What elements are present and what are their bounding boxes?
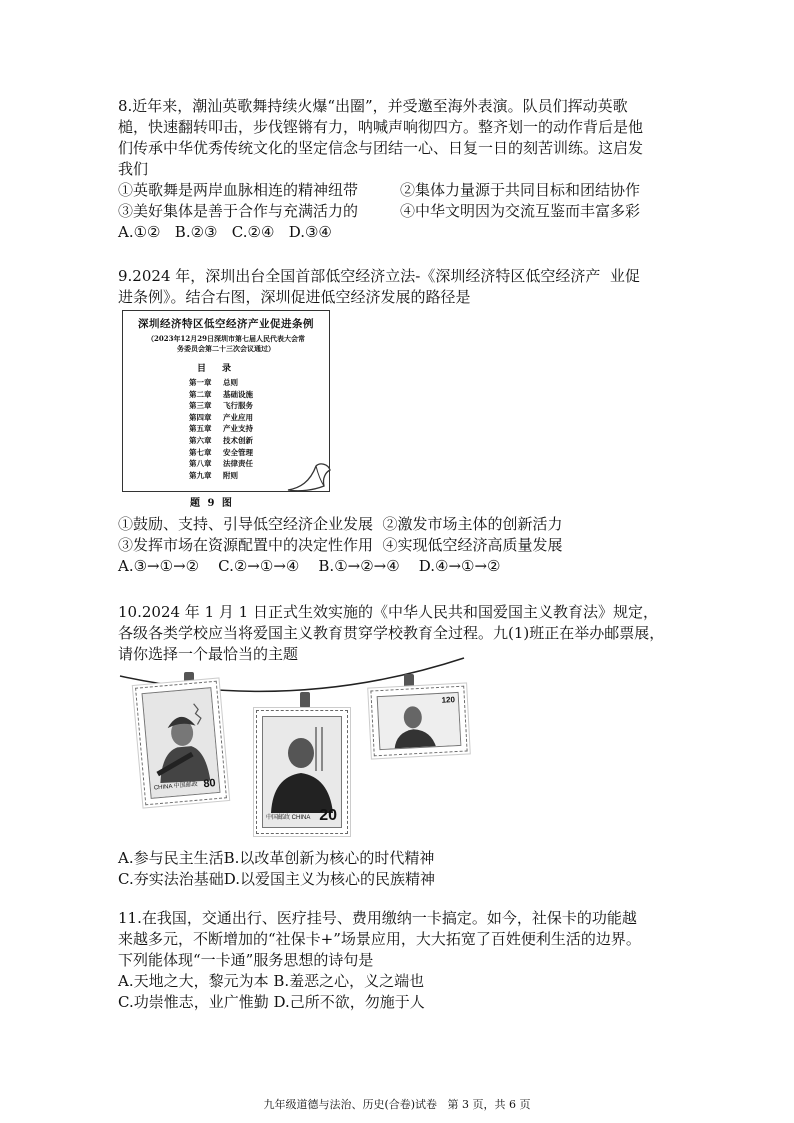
stamp-image <box>142 687 221 799</box>
stamp-country-label: 中国邮政 CHINA <box>266 815 311 821</box>
table-of-contents <box>189 377 253 481</box>
question-8 <box>118 96 678 243</box>
toc-row <box>189 389 253 401</box>
toc-chapter-number: 第一章 <box>189 378 212 387</box>
question-8-option-4: ④中华文明因为交流互鉴而丰富多彩 <box>400 202 641 220</box>
question-8-line: 们传承中华优秀传统文化的坚定信念与团结一心、日复一日的刻苦训练。这启发 <box>118 139 644 157</box>
stamp-soldier <box>135 681 227 806</box>
toc-chapter-title: 技术创新 <box>223 435 253 445</box>
toc-row <box>189 447 253 459</box>
toc-chapter-number: 第二章 <box>189 389 212 399</box>
toc-row <box>189 435 253 447</box>
question-9-option-line: ③发挥市场在资源配置中的决定性作用 ④实现低空经济高质量发展 <box>118 536 563 554</box>
stamp-value: 120 <box>441 695 456 705</box>
toc-row <box>189 458 253 470</box>
stamp-exhibition-figure <box>118 656 468 838</box>
toc-row <box>189 400 253 412</box>
question-10-choices <box>118 848 435 890</box>
toc-chapter-number: 第九章 <box>189 470 212 480</box>
question-9-options <box>118 514 563 577</box>
curled-page-corner-icon <box>286 460 334 496</box>
toc-chapter-number: 第四章 <box>189 412 212 422</box>
toc-row <box>189 470 253 482</box>
question-11-line: 11.在我国，交通出行、医疗挂号、费用缴纳一卡搞定。如今，社保卡的功能越 <box>118 909 637 927</box>
stamp-value: 80 <box>202 777 217 791</box>
question-8-line: 8.近年来，潮汕英歌舞持续火爆“出圈”，并受邀至海外表演。队员们挥动英歌 <box>118 97 628 115</box>
question-10-line: 10.2024 年 1 月 1 日正式生效实施的《中华人民共和国爱国主义教育法》规定， <box>118 603 658 621</box>
toc-chapter-title: 产业应用 <box>223 412 253 422</box>
regulation-title: 深圳经济特区低空经济产业促进条例 <box>138 318 314 330</box>
toc-chapter-title: 基础设施 <box>223 389 253 399</box>
question-9-choices: A.③→①→② C.②→①→④ B.①→②→④ D.④→①→② <box>118 557 501 575</box>
question-9-option-line: ①鼓励、支持、引导低空经济企业发展 ②激发市场主体的创新活力 <box>118 515 563 533</box>
figure-9-regulation-document <box>118 310 334 509</box>
toc-chapter-number: 第三章 <box>189 401 212 411</box>
question-11-line: 来越多元，不断增加的“社保卡+”场景应用，大大拓宽了百姓便利生活的边界。 <box>118 930 641 948</box>
question-11 <box>118 908 678 1013</box>
toc-chapter-number: 第八章 <box>189 459 212 469</box>
question-8-line: 我们 <box>118 160 149 178</box>
question-8-choices: A.①② B.②③ C.②④ D.③④ <box>118 223 332 241</box>
toc-chapter-title: 产业支持 <box>223 424 253 434</box>
question-11-choice-line: A.天地之大，黎元为本 B.羞恶之心，义之端也 <box>118 972 425 990</box>
question-8-option-2: ②集体力量源于共同目标和团结协作 <box>400 181 641 199</box>
question-8-line: 槌，快速翻转叩击，步伐铿锵有力，呐喊声响彻四方。整齐划一的动作背后是他 <box>118 118 644 136</box>
question-10-choice-line: C.夯实法治基础D.以爱国主义为核心的民族精神 <box>118 870 435 888</box>
question-8-option-3: ③美好集体是善于合作与充满活力的 <box>118 202 359 220</box>
stamp-value: 20 <box>319 807 337 824</box>
toc-chapter-number: 第六章 <box>189 435 212 445</box>
stamp-elder <box>370 686 467 757</box>
stamp-scientist <box>256 710 348 834</box>
figure-9-caption: 题 9 图 <box>190 498 234 509</box>
page-footer: 九年级道德与法治、历史(合卷)试卷 第 3 页，共 6 页 <box>263 1098 531 1111</box>
toc-row <box>189 423 253 435</box>
question-11-choice-line: C.功崇惟志，业广惟勤 D.己所不欲，勿施于人 <box>118 993 425 1011</box>
question-10-line: 请你选择一个最恰当的主题 <box>118 645 299 663</box>
regulation-subtitle <box>123 334 329 354</box>
toc-chapter-title: 飞行服务 <box>223 401 253 411</box>
question-8-option-1: ①英歌舞是两岸血脉相连的精神纽带 <box>118 181 359 199</box>
question-10-choice-line: A.参与民主生活B.以改革创新为核心的时代精神 <box>118 849 435 867</box>
regulation-subtitle-line: 务委员会第二十三次会议通过） <box>177 344 275 353</box>
toc-chapter-title: 总则 <box>223 378 238 387</box>
toc-chapter-title: 附则 <box>223 470 238 480</box>
question-9-line: 9.2024 年，深圳出台全国首部低空经济立法-《深圳经济特区低空经济产 业促 <box>118 267 640 285</box>
toc-chapter-title: 安全管理 <box>223 447 253 457</box>
toc-heading: 目录 <box>197 364 248 374</box>
question-10-line: 各级各类学校应当将爱国主义教育贯穿学校教育全过程。九(1)班正在举办邮票展， <box>118 624 665 642</box>
question-8-options-row <box>118 180 678 201</box>
regulation-subtitle-line: （2023年12月29日深圳市第七届人民代表大会常 <box>147 334 305 343</box>
toc-row <box>189 412 253 424</box>
question-11-line: 下列能体现“一卡通”服务思想的诗句是 <box>118 951 374 969</box>
toc-chapter-number: 第五章 <box>189 424 212 434</box>
toc-row <box>189 377 253 389</box>
stamp-country-label: CHINA 中国邮政 <box>153 781 198 792</box>
stamp-image <box>377 692 462 750</box>
toc-chapter-number: 第七章 <box>189 447 212 457</box>
clothespin-icon <box>300 692 310 708</box>
toc-chapter-title: 法律责任 <box>223 459 253 469</box>
question-9-line: 进条例》。结合右图，深圳促进低空经济发展的路径是 <box>118 288 471 306</box>
stamp-image <box>262 716 342 828</box>
question-9 <box>118 266 678 308</box>
question-8-options-row <box>118 201 678 222</box>
